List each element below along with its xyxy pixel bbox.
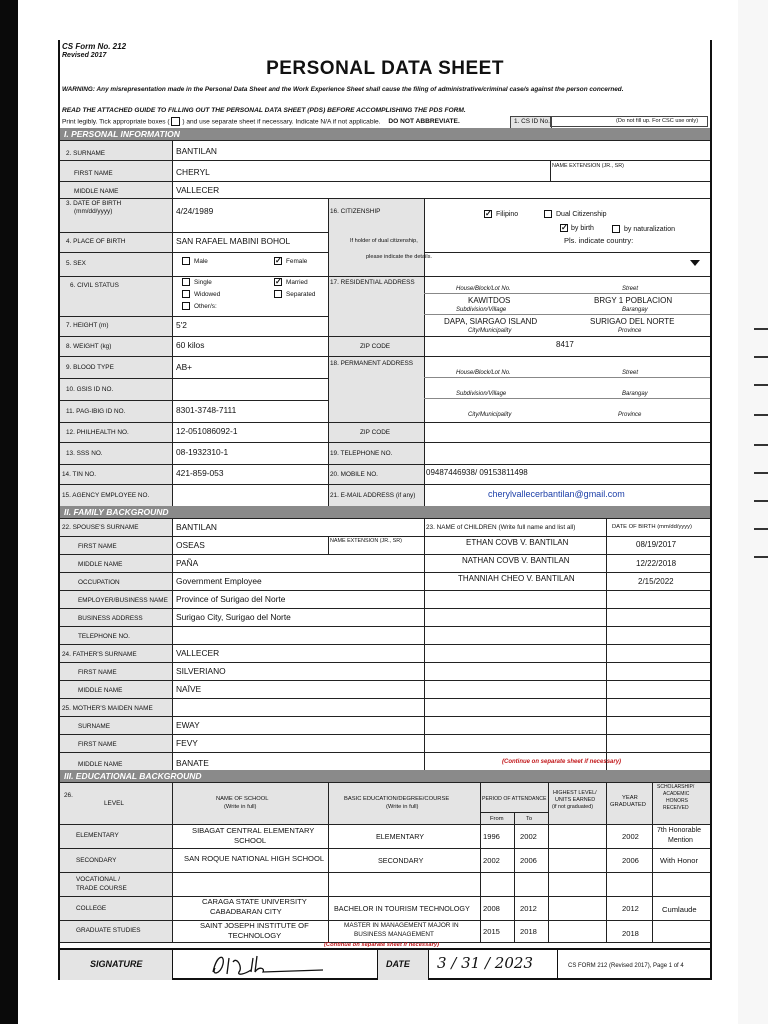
res-province-caption: Province	[618, 328, 642, 334]
honors-header-2: ACADEMIC	[663, 791, 690, 797]
edu-level: GRADUATE STUDIES	[76, 927, 141, 934]
married-checkbox[interactable]: ✓	[275, 277, 282, 286]
occupation-value[interactable]: Government Employee	[176, 576, 262, 586]
from-header: From	[490, 816, 504, 822]
edu-year[interactable]: 2012	[622, 904, 639, 913]
edu-course[interactable]: SECONDARY	[378, 856, 424, 865]
child-name[interactable]: ETHAN COVB V. BANTILAN	[466, 538, 569, 547]
business-address-label: BUSINESS ADDRESS	[78, 615, 143, 622]
by-birth-checkbox[interactable]: ✓	[561, 223, 568, 232]
male-checkbox[interactable]	[182, 257, 190, 265]
to-header: To	[526, 816, 533, 822]
edu-school-line2[interactable]: SCHOOL	[234, 836, 267, 845]
country-select[interactable]	[424, 252, 710, 276]
others-checkbox[interactable]	[182, 302, 190, 310]
pob-value[interactable]: SAN RAFAEL MABINI BOHOL	[176, 236, 291, 246]
pob-label: 4. PLACE OF BIRTH	[66, 238, 126, 245]
mother-middle-label: MIDDLE NAME	[78, 761, 123, 768]
employer-value[interactable]: Province of Surigao del Norte	[176, 594, 286, 604]
pds-form	[58, 40, 712, 980]
child-name[interactable]: THANNIAH CHEO V. BANTILAN	[458, 574, 575, 583]
mobile-value[interactable]: 09487446938/ 09153811498	[426, 468, 528, 477]
sss-label: 13. SSS NO.	[66, 450, 103, 457]
tin-value[interactable]: 421-859-053	[176, 468, 224, 478]
dob-label: 3. DATE OF BIRTH	[66, 200, 122, 207]
edu-honors[interactable]: 7th Honorable	[657, 827, 701, 834]
agency-employee-label: 15. AGENCY EMPLOYEE NO.	[62, 492, 150, 499]
father-first-label: FIRST NAME	[78, 669, 117, 676]
dual-note-1: If holder of dual citizenship,	[350, 238, 418, 244]
csc-use-note: (Do not fill up. For CSC use only)	[616, 118, 699, 124]
highest-header-2: UNITS EARNED	[555, 797, 596, 803]
handwritten-signature	[173, 950, 379, 980]
tin-label: 14. TIN NO.	[62, 471, 96, 478]
course-header: BASIC EDUCATION/DEGREE/COURSE	[344, 796, 450, 802]
filipino-label: Filipino	[496, 211, 519, 218]
child-dob[interactable]: 12/22/2018	[636, 559, 677, 568]
edu-level: ELEMENTARY	[76, 832, 119, 839]
perm-province-caption: Province	[618, 412, 642, 418]
edge-mark	[754, 356, 768, 358]
height-label: 7. HEIGHT (m)	[66, 322, 109, 329]
employer-label: EMPLOYER/BUSINESS NAME	[78, 597, 168, 604]
edge-mark	[754, 500, 768, 502]
date-label: DATE	[386, 959, 410, 969]
edu-school-line2[interactable]: CABADBARAN CITY	[210, 907, 282, 916]
middle-name-label: MIDDLE NAME	[74, 188, 119, 195]
filipino-checkbox[interactable]: ✓	[485, 209, 492, 218]
first-name-label: FIRST NAME	[74, 170, 113, 177]
edu-to[interactable]: 2012	[520, 904, 537, 913]
single-checkbox[interactable]	[182, 278, 190, 286]
warning-text: WARNING: Any misrepresentation made in the Personal Data Sheet and the Work Experience Sheet shall cause the filing of administrative/criminal case/s against the person concerned.	[62, 86, 624, 93]
res-province-value[interactable]: SURIGAO DEL NORTE	[590, 317, 675, 326]
civil-status-label: 6. CIVIL STATUS	[70, 282, 119, 289]
edu-year[interactable]: 2006	[622, 856, 639, 865]
highest-header-3: (if not graduated)	[552, 804, 594, 810]
print-instructions: Print legibly. Tick appropriate boxes ( ) and use separate sheet if necessary. Indicate N/A if not applicable. DO NOT ABBREVIATE.	[62, 118, 460, 126]
widowed-checkbox[interactable]	[182, 290, 190, 298]
mother-maiden-label: 25. MOTHER'S MAIDEN NAME	[62, 705, 153, 712]
signature-footer	[60, 948, 710, 980]
mother-first-value[interactable]: FEVY	[176, 738, 198, 748]
cs-id-label: 1. CS ID No.	[514, 118, 550, 125]
chevron-down-icon	[690, 260, 700, 266]
mother-middle-value[interactable]: BANATE	[176, 758, 209, 768]
perm-brgy-caption: Barangay	[622, 391, 648, 397]
edu-to[interactable]: 2006	[520, 856, 537, 865]
edge-mark	[754, 472, 768, 474]
school-header-sub: (Write in full)	[224, 804, 257, 810]
spouse-ext-label: NAME EXTENSION (JR., SR)	[330, 538, 402, 544]
child-dob[interactable]: 2/15/2022	[638, 577, 674, 586]
email-value[interactable]: cherylvallecerbantilan@gmail.com	[488, 489, 625, 499]
dual-note-2: please indicate the details.	[366, 254, 432, 260]
honors-header-3: HONORS	[666, 798, 688, 804]
mother-surname-value[interactable]: EWAY	[176, 720, 200, 730]
telephone-label: 19. TELEPHONE NO.	[330, 450, 393, 457]
child-name[interactable]: NATHAN COVB V. BANTILAN	[462, 556, 570, 565]
level-header: LEVEL	[104, 800, 124, 807]
edu-honors[interactable]: Cumlaude	[662, 905, 697, 914]
signature-field[interactable]	[172, 950, 378, 980]
res-house-value[interactable]: KAWITDOS	[468, 296, 511, 305]
indicate-country-label: Pls. indicate country:	[564, 236, 634, 245]
pagibig-value[interactable]: 8301-3748-7111	[176, 405, 237, 415]
edu-school[interactable]: SAINT JOSEPH INSTITUTE OF	[200, 921, 309, 930]
mother-surname-label: SURNAME	[78, 723, 110, 730]
personal-label-column-right	[328, 198, 424, 506]
father-surname-label: 24. FATHER'S SURNAME	[62, 651, 137, 658]
middle-name-value[interactable]: VALLECER	[176, 185, 220, 195]
father-surname-value[interactable]: VALLECER	[176, 648, 220, 658]
pagibig-label: 11. PAG-IBIG ID NO.	[66, 408, 126, 415]
form-number: CS Form No. 212	[62, 42, 127, 51]
dual-citizenship-checkbox[interactable]	[544, 210, 552, 218]
male-label: Male	[194, 258, 208, 265]
email-label: 21. E-MAIL ADDRESS (if any)	[330, 492, 416, 499]
res-city-value[interactable]: DAPA, SIARGAO ISLAND	[444, 317, 538, 326]
form-revision: Revised 2017	[62, 52, 107, 59]
separated-checkbox[interactable]	[274, 290, 282, 298]
married-label: Married	[286, 279, 308, 286]
occupation-label: OCCUPATION	[78, 579, 120, 586]
father-first-value[interactable]: SILVERIANO	[176, 666, 226, 676]
res-subdiv-caption: Subdivision/Village	[456, 307, 507, 313]
first-name-value[interactable]: CHERYL	[176, 167, 210, 177]
edu-year[interactable]: 2018	[622, 929, 639, 938]
permanent-address-label: 18. PERMANENT ADDRESS	[330, 360, 413, 367]
female-label: Female	[286, 258, 308, 265]
date-value: 3 / 31 / 2023	[437, 954, 533, 972]
education-continue-note: (Continue on separate sheet if necessary)	[324, 942, 440, 948]
by-naturalization-label: by naturalization	[624, 226, 675, 233]
school-header: NAME OF SCHOOL	[216, 796, 269, 802]
edu-course[interactable]: BACHELOR IN TOURISM TECHNOLOGY	[334, 904, 470, 913]
edu-honors[interactable]: With Honor	[660, 856, 698, 865]
spouse-surname-label: 22. SPOUSE'S SURNAME	[62, 524, 139, 531]
edge-mark	[754, 444, 768, 446]
adjacent-page-edge	[738, 0, 768, 1024]
father-middle-label: MIDDLE NAME	[78, 687, 123, 694]
res-street-caption: Street	[622, 286, 639, 292]
mobile-label: 20. MOBILE NO.	[330, 471, 378, 478]
dob-format: (mm/dd/yyyy)	[74, 208, 113, 215]
spouse-middle-label: MIDDLE NAME	[78, 561, 123, 568]
edu-to[interactable]: 2018	[520, 927, 537, 936]
edu-school[interactable]: CARAGA STATE UNIVERSITY	[202, 897, 307, 906]
edu-to[interactable]: 2002	[520, 832, 537, 841]
father-middle-value[interactable]: NAÏVE	[176, 684, 202, 694]
form-reference: CS FORM 212 (Revised 2017), Page 1 of 4	[568, 963, 684, 969]
dual-citizenship-label: Dual Citizenship	[556, 211, 607, 218]
read-guide-text: READ THE ATTACHED GUIDE TO FILLING OUT THE PERSONAL DATA SHEET (PDS) BEFORE ACCOMPLISHING THE PDS FORM.	[62, 107, 466, 114]
family-continue-note: (Continue on separate sheet if necessary)	[502, 759, 622, 765]
family-label-column	[60, 518, 172, 776]
citizenship-label: 16. CITIZENSHIP	[330, 208, 381, 215]
perm-subdiv-caption: Subdivision/Village	[456, 391, 507, 397]
course-header-sub: (Write in full)	[386, 804, 419, 810]
edu-level-line2: TRADE COURSE	[76, 885, 127, 892]
sex-label: 5. SEX	[66, 260, 86, 267]
edge-mark	[754, 414, 768, 416]
edge-mark	[754, 384, 768, 386]
edu-course[interactable]: ELEMENTARY	[376, 832, 425, 841]
res-street-value[interactable]: BRGY 1 POBLACION	[594, 296, 673, 305]
edu-year[interactable]: 2002	[622, 832, 639, 841]
sample-checkbox	[171, 117, 180, 126]
blood-type-value[interactable]: AB+	[176, 362, 193, 372]
edu-from[interactable]: 2015	[483, 927, 500, 936]
res-city-caption: City/Municipality	[468, 328, 512, 334]
section-personal-header: I. PERSONAL INFORMATION	[60, 128, 710, 140]
signature-label: SIGNATURE	[90, 959, 143, 969]
spouse-first-value[interactable]: OSEAS	[176, 540, 205, 550]
separated-label: Separated	[286, 291, 316, 298]
res-zip-value[interactable]: 8417	[556, 340, 574, 349]
edu-from[interactable]: 2002	[483, 856, 500, 865]
edge-mark	[754, 556, 768, 558]
date-field[interactable]	[428, 950, 558, 980]
surname-label: 2. SURNAME	[66, 150, 106, 157]
perm-zip-label: ZIP CODE	[360, 429, 391, 436]
female-checkbox[interactable]: ✓	[275, 256, 282, 265]
year-header-1: YEAR	[622, 795, 638, 801]
edu-honors-line2[interactable]: Mention	[668, 837, 693, 844]
weight-label: 8. WEIGHT (kg)	[66, 343, 112, 350]
section-education-header: III. EDUCATIONAL BACKGROUND	[60, 770, 710, 782]
education-number: 26.	[64, 792, 73, 799]
perm-city-caption: City/Municipality	[468, 412, 512, 418]
res-brgy-caption: Barangay	[622, 307, 648, 313]
section-family-header: II. FAMILY BACKGROUND	[60, 506, 710, 518]
spouse-first-label: FIRST NAME	[78, 543, 117, 550]
by-naturalization-checkbox[interactable]	[612, 225, 620, 233]
residential-address-label: 17. RESIDENTIAL ADDRESS	[330, 279, 415, 286]
year-header-2: GRADUATED	[610, 802, 646, 808]
name-extension-label: NAME EXTENSION (JR., SR)	[552, 163, 624, 169]
by-birth-label: by birth	[571, 225, 594, 232]
highest-header-1: HIGHEST LEVEL/	[553, 790, 597, 796]
spouse-surname-value[interactable]: BANTILAN	[176, 522, 217, 532]
blood-type-label: 9. BLOOD TYPE	[66, 364, 114, 371]
mother-first-label: FIRST NAME	[78, 741, 117, 748]
edu-school[interactable]: SAN ROQUE NATIONAL HIGH SCHOOL	[184, 854, 325, 863]
honors-header-4: RECEIVED	[663, 805, 689, 811]
res-house-caption: House/Block/Lot No.	[456, 286, 511, 292]
edu-level: VOCATIONAL /	[76, 876, 121, 883]
period-header: PERIOD OF ATTENDANCE	[482, 796, 547, 802]
edu-level: SECONDARY	[76, 857, 117, 864]
others-label: Other/s:	[194, 303, 217, 310]
surname-value[interactable]: BANTILAN	[176, 146, 217, 156]
res-zip-label: ZIP CODE	[360, 343, 391, 350]
spouse-middle-value[interactable]: PAÑA	[176, 558, 199, 568]
edu-course[interactable]: MASTER IN MANAGEMENT MAJOR IN	[344, 922, 459, 929]
page-title: PERSONAL DATA SHEET	[266, 58, 504, 79]
widowed-label: Widowed	[194, 291, 221, 298]
philhealth-value[interactable]: 12-051086092-1	[176, 426, 238, 436]
edge-mark	[754, 328, 768, 330]
height-value[interactable]: 5'2	[176, 320, 187, 330]
single-label: Single	[194, 279, 212, 286]
gsis-label: 10. GSIS ID NO.	[66, 386, 114, 393]
perm-street-caption: Street	[622, 370, 639, 376]
edu-level: COLLEGE	[76, 905, 107, 912]
sss-value[interactable]: 08-1932310-1	[176, 447, 229, 457]
edge-mark	[754, 528, 768, 530]
children-dob-label: DATE OF BIRTH (mm/dd/yyyy)	[612, 524, 692, 530]
children-label: 23. NAME of CHILDREN (Write full name and list all)	[426, 524, 576, 531]
scan-left-border	[0, 0, 18, 1024]
edu-from[interactable]: 1996	[483, 832, 500, 841]
dob-value[interactable]: 4/24/1989	[176, 206, 214, 216]
education-level-column	[60, 824, 172, 942]
edu-school-line2[interactable]: TECHNOLOGY	[228, 931, 282, 940]
weight-value[interactable]: 60 kilos	[176, 340, 205, 350]
business-address-value[interactable]: Surigao City, Surigao del Norte	[176, 612, 291, 622]
edu-course-line2[interactable]: BUSINESS MANAGEMENT	[354, 931, 434, 938]
perm-house-caption: House/Block/Lot No.	[456, 370, 511, 376]
edu-school[interactable]: SIBAGAT CENTRAL ELEMENTARY	[192, 826, 315, 835]
spouse-telephone-label: TELEPHONE NO.	[78, 633, 130, 640]
edu-from[interactable]: 2008	[483, 904, 500, 913]
philhealth-label: 12. PHILHEALTH NO.	[66, 429, 129, 436]
honors-header-1: SCHOLARSHIP/	[657, 784, 695, 790]
child-dob[interactable]: 08/19/2017	[636, 540, 677, 549]
